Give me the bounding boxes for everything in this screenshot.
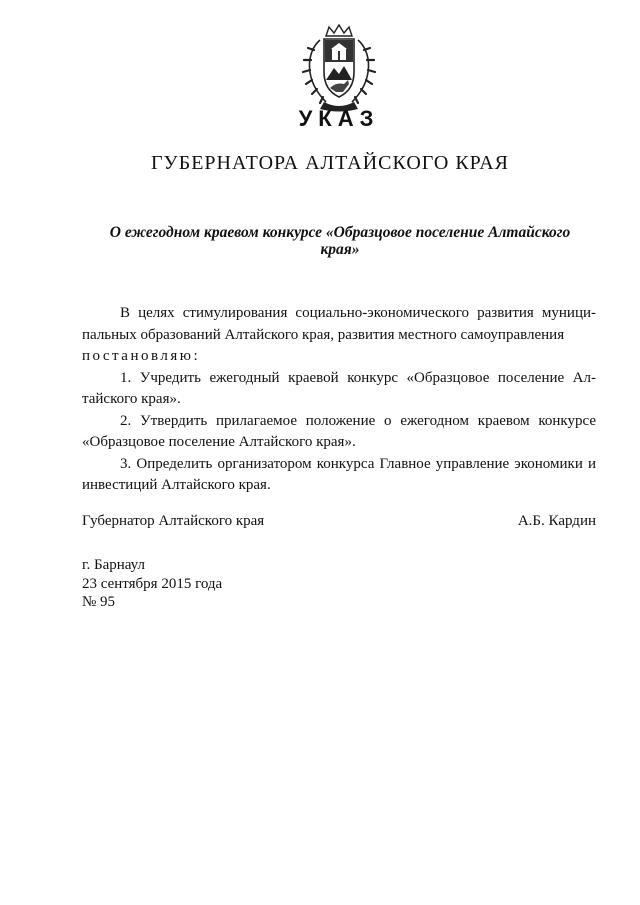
decree-subject-line-1: О ежегодном краевом конкурсе «Образцовое поселение Алтайского <box>109 224 571 241</box>
issue-city: г. Барнаул <box>82 557 145 573</box>
decree-subject-line-2: края» <box>320 241 360 258</box>
signatory-name: А.Б. Кардин <box>517 513 596 529</box>
altai-krai-coat-of-arms-icon <box>296 22 382 114</box>
decree-subject <box>84 224 596 258</box>
signature-block <box>82 513 596 530</box>
signatory-position: Губернатор Алтайского края <box>82 513 265 529</box>
decree-body <box>82 303 596 497</box>
preamble-paragraph: В целях стимулирования социально-экономического развития муници-пальных образований Алтайского края, развития местного самоуправления <box>82 305 596 343</box>
clause-3: 3. Определить организатором конкурса Главное управление экономики и инвестиций Алтайского края. <box>82 455 596 493</box>
issue-date: 23 сентября 2015 года <box>82 575 223 592</box>
document-number: № 95 <box>82 594 116 610</box>
document-footer <box>82 556 222 612</box>
decree-title: УКАЗ <box>298 106 380 131</box>
issuer-title: ГУБЕРНАТОРА АЛТАЙСКОГО КРАЯ <box>150 152 509 174</box>
clause-1: 1. Учредить ежегодный краевой конкурс «Образцовое поселение Ал-тайского края». <box>82 369 596 407</box>
clause-2: 2. Утвердить прилагаемое положение о ежегодном краевом конкурсе «Образцовое поселение Алтайского края». <box>82 412 596 450</box>
resolve-word: постановляю: <box>82 348 201 364</box>
